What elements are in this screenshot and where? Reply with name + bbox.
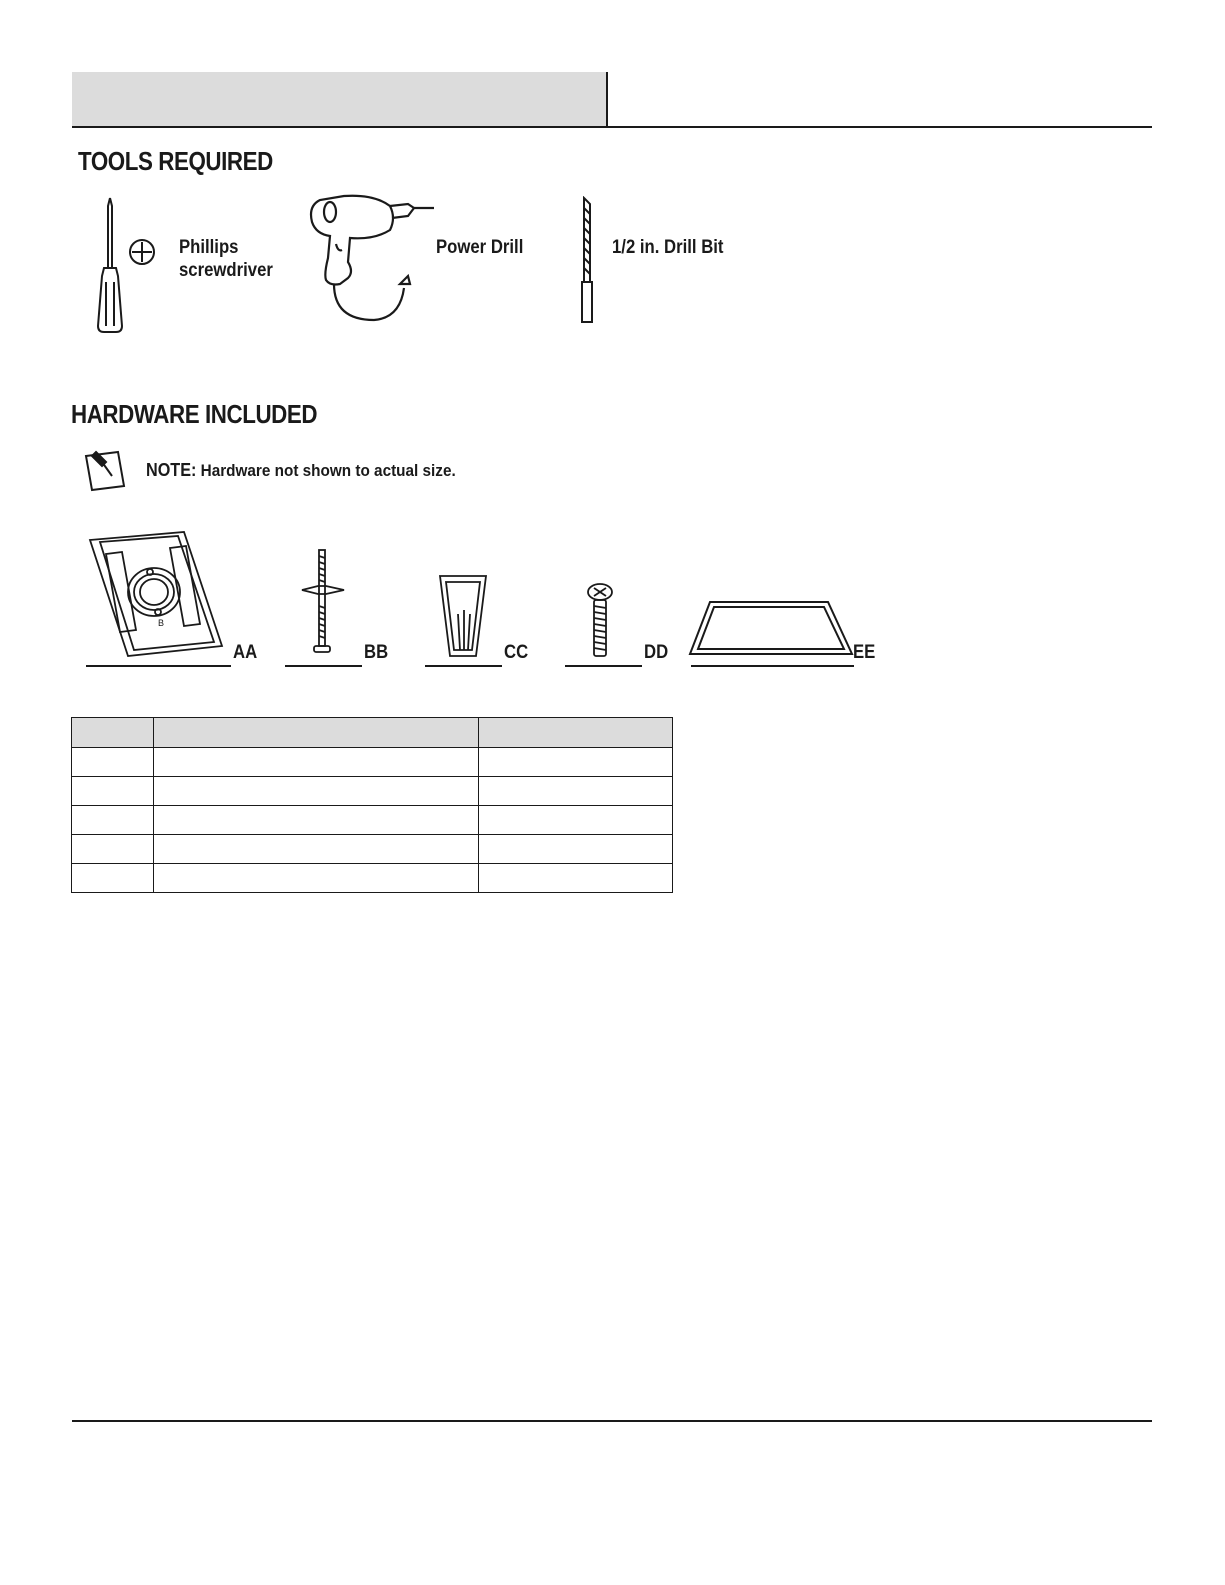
table-cell	[72, 777, 154, 806]
part-line-cc	[425, 665, 502, 667]
screw-icon	[584, 582, 616, 660]
tool-label-drill-bit: 1/2 in. Drill Bit	[612, 237, 724, 258]
table-header-description	[153, 718, 478, 748]
phillips-screwdriver-icon	[96, 196, 160, 336]
tool-label-phillips: Phillips screwdriver	[179, 237, 273, 281]
part-letter-aa: AA	[233, 642, 258, 663]
frame-icon	[688, 600, 854, 658]
mounting-plate-icon	[88, 530, 228, 660]
part-letter-dd: DD	[644, 642, 669, 663]
table-cell	[153, 864, 478, 893]
header-rule	[72, 126, 1152, 128]
table-cell	[479, 864, 673, 893]
hardware-note	[146, 460, 456, 481]
parts-table	[71, 717, 673, 893]
table-cell	[153, 748, 478, 777]
table-row	[72, 748, 673, 777]
table-row	[72, 864, 673, 893]
hardware-section-title: HARDWARE INCLUDED	[71, 399, 318, 429]
note-pin-icon	[82, 448, 128, 494]
table-cell	[153, 777, 478, 806]
table-cell	[479, 777, 673, 806]
svg-text:B: B	[158, 618, 165, 628]
note-body: Hardware not shown to actual size.	[196, 461, 456, 480]
part-line-ee	[691, 665, 854, 667]
table-header-row	[72, 718, 673, 748]
table-row	[72, 777, 673, 806]
table-header-quantity	[479, 718, 673, 748]
table-cell	[153, 835, 478, 864]
table-cell	[153, 806, 478, 835]
power-drill-icon	[304, 188, 444, 328]
part-line-aa	[86, 665, 231, 667]
footer-rule	[72, 1420, 1152, 1422]
note-label: NOTE:	[146, 460, 197, 480]
table-cell	[72, 806, 154, 835]
table-cell	[479, 748, 673, 777]
part-letter-bb: BB	[364, 642, 389, 663]
table-cell	[479, 806, 673, 835]
table-cell	[72, 748, 154, 777]
table-cell	[479, 835, 673, 864]
wall-anchor-icon	[438, 574, 490, 660]
tool-label-power-drill: Power Drill	[436, 237, 524, 258]
header-band	[72, 72, 606, 126]
table-row	[72, 806, 673, 835]
part-letter-cc: CC	[504, 642, 529, 663]
part-letter-ee: EE	[853, 642, 876, 663]
toggle-bolt-icon	[296, 546, 356, 658]
table-cell	[72, 864, 154, 893]
table-header-part	[72, 718, 154, 748]
header-divider	[606, 72, 608, 128]
part-line-bb	[285, 665, 362, 667]
part-line-dd	[565, 665, 642, 667]
table-cell	[72, 835, 154, 864]
tools-section-title: TOOLS REQUIRED	[78, 146, 273, 176]
table-row	[72, 835, 673, 864]
drill-bit-icon	[576, 196, 598, 326]
